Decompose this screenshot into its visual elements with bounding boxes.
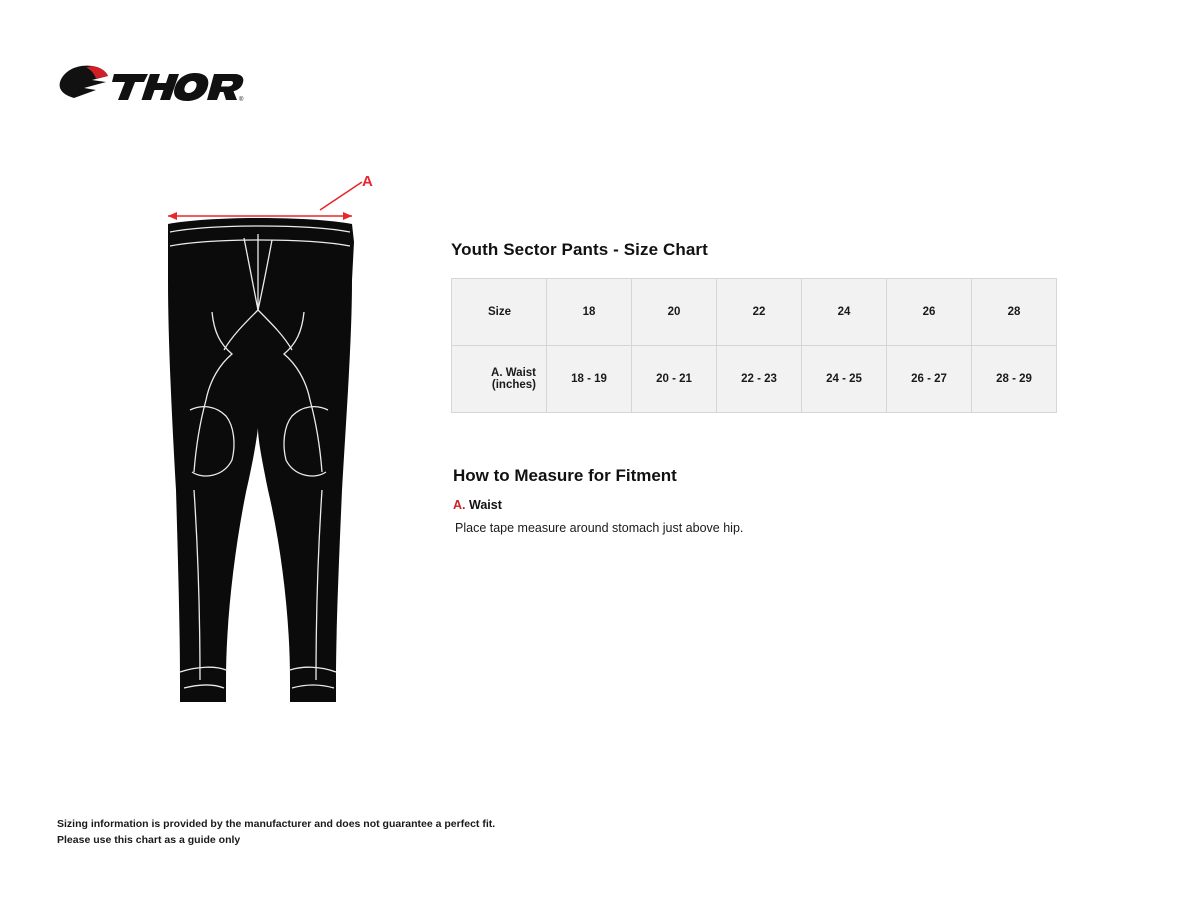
table-cell: 26 - 27: [887, 346, 972, 413]
table-row: [452, 346, 1057, 413]
table-header-cell: 24: [802, 279, 887, 346]
measure-item-label: Waist: [468, 498, 502, 512]
thor-helmet-logo: [56, 62, 246, 108]
table-header-cell: 28: [972, 279, 1057, 346]
disclaimer-line-1: Sizing information is provided by the manufacturer and does not guarantee a perfect fit.: [57, 818, 496, 830]
product-illustration: [140, 160, 420, 720]
table-header-row: [452, 279, 1057, 346]
table-header-cell: 20: [632, 279, 717, 346]
pants-shape: [168, 218, 354, 702]
table-header-cell: 18: [547, 279, 632, 346]
disclaimer-line-2: Please use this chart as a guide only: [57, 834, 241, 847]
size-chart-table: [451, 278, 1057, 413]
table-row-label: A. Waist (inches): [452, 346, 547, 413]
table-cell: 20 - 21: [632, 346, 717, 413]
table-header-cell: Size: [452, 279, 547, 346]
measure-item-letter: A.: [453, 498, 466, 512]
table-cell: 22 - 23: [717, 346, 802, 413]
measure-item: [453, 496, 1151, 515]
table-cell: 28 - 29: [972, 346, 1057, 413]
page-title: Youth Sector Pants - Size Chart: [451, 240, 708, 259]
youth-sector-pants-diagram: [140, 160, 420, 720]
disclaimer: [57, 816, 495, 849]
callout-label-a: A: [362, 173, 373, 190]
waist-measure-arrow: [168, 182, 362, 220]
brand-logo: [56, 62, 246, 108]
table-cell: 18 - 19: [547, 346, 632, 413]
table-header-cell: 22: [717, 279, 802, 346]
table-header-cell: 26: [887, 279, 972, 346]
trademark-symbol: ®: [239, 97, 244, 103]
table-cell: 24 - 25: [802, 346, 887, 413]
how-to-measure-title: How to Measure for Fitment: [453, 466, 677, 485]
measure-item-description: Place tape measure around stomach just above hip.: [455, 520, 744, 535]
size-chart-panel: [451, 240, 1151, 538]
